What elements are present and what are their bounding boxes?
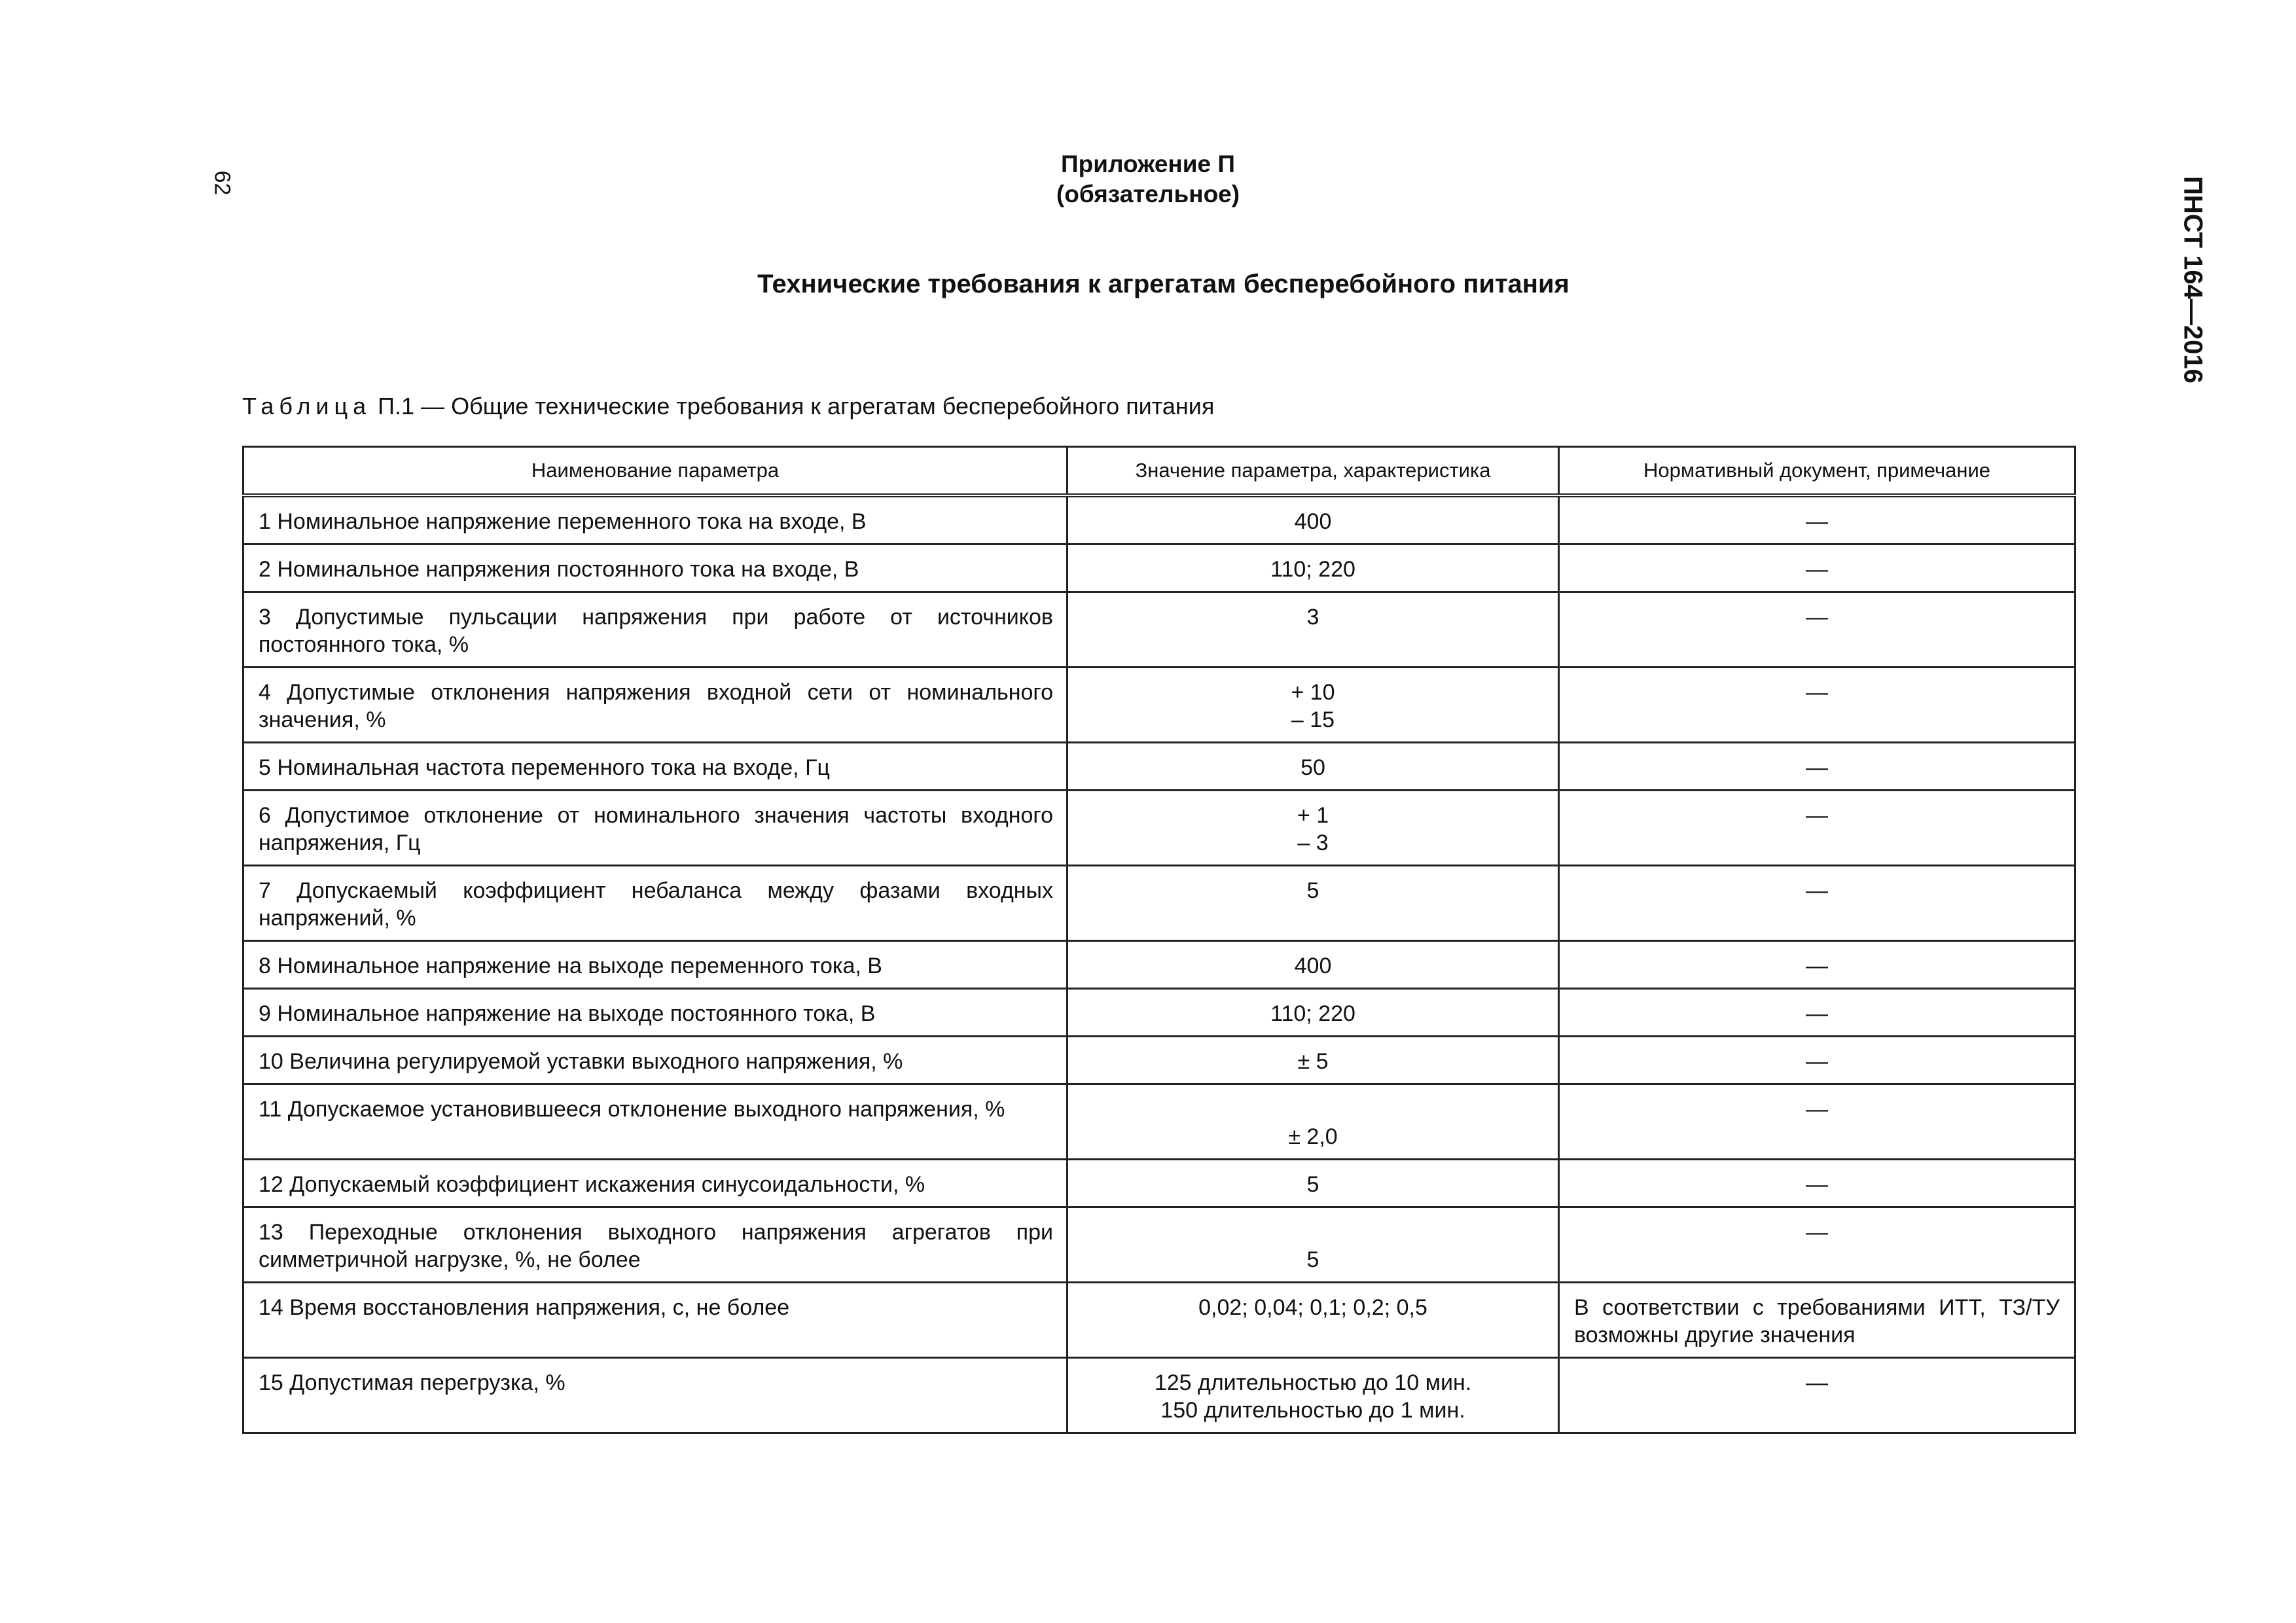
parameter-note [1559,1283,2075,1358]
note-text: — [1806,1097,1828,1122]
note-text: — [1806,680,1828,705]
parameter-note [1559,1160,2075,1207]
table-row [243,941,2075,989]
parameter-name: 8 Номинальное напряжение на выходе переменного тока, В [243,941,1067,989]
document-code: ПНСТ 164—2016 [2178,176,2208,383]
note-text: — [1806,509,1828,534]
parameter-value: 400 [1067,941,1559,989]
table-row [243,592,2075,668]
parameter-value: 0,02; 0,04; 0,1; 0,2; 0,5 [1067,1283,1559,1358]
note-text: — [1806,1220,1828,1245]
parameter-value: 110; 220 [1067,544,1559,592]
parameter-note [1559,866,2075,941]
parameter-value [1067,1358,1559,1433]
table-caption-text: П.1 — Общие технические требования к агрегатам бесперебойного питания [378,393,1215,419]
note-text: В соответствии с требованиями ИТТ, ТЗ/ТУ возможны другие значения [1574,1295,2060,1347]
appendix-heading [0,149,2296,209]
table-row [243,791,2075,866]
value-line-2: 150 длительностью до 1 мин. [1160,1398,1465,1423]
appendix-title: Приложение П [1061,151,1235,177]
table-row [243,743,2075,791]
table-row [243,1283,2075,1358]
parameter-value [1067,1207,1559,1283]
table-row [243,1358,2075,1433]
parameter-note [1559,592,2075,668]
parameter-note [1559,989,2075,1037]
value-line-1: + 1 [1297,803,1329,828]
parameter-value: ± 5 [1067,1037,1559,1084]
parameter-name: 3 Допустимые пульсации напряжения при работе от источников постоянного тока, % [243,592,1067,668]
parameter-value: 5 [1067,1160,1559,1207]
value-line-1: + 10 [1291,680,1335,705]
parameter-name: 7 Допускаемый коэффициент небаланса между фазами входных напряжений, % [243,866,1067,941]
parameter-note [1559,941,2075,989]
parameter-name: 11 Допускаемое установившееся отклонение выходного напряжения, % [243,1084,1067,1160]
parameter-value: 110; 220 [1067,989,1559,1037]
note-text: — [1806,605,1828,630]
parameter-name: 6 Допустимое отклонение от номинального значения частоты входного напряжения, Гц [243,791,1067,866]
appendix-status: (обязательное) [1056,181,1240,207]
parameter-note [1559,495,2075,544]
parameter-name: 4 Допустимые отклонения напряжения входной сети от номинального значения, % [243,668,1067,743]
value-line-1: ± 2,0 [1288,1124,1338,1149]
value-line-2: – 3 [1297,830,1329,855]
table-row [243,866,2075,941]
parameter-name: 15 Допустимая перегрузка, % [243,1358,1067,1433]
table-header-row [243,447,2075,496]
parameter-note [1559,1037,2075,1084]
note-text: — [1806,878,1828,903]
table-row [243,1037,2075,1084]
table-row [243,495,2075,544]
parameter-note [1559,791,2075,866]
parameter-value: 50 [1067,743,1559,791]
parameter-note [1559,1084,2075,1160]
note-text: — [1806,803,1828,828]
parameter-note [1559,668,2075,743]
table-caption-label: Таблица [242,393,372,419]
table-row [243,1084,2075,1160]
parameter-name: 1 Номинальное напряжение переменного тока на входе, В [243,495,1067,544]
parameter-note [1559,1358,2075,1433]
note-text: — [1806,1172,1828,1197]
note-text: — [1806,557,1828,582]
parameter-value: 3 [1067,592,1559,668]
parameters-table [242,446,2076,1434]
value-line-2: – 15 [1291,707,1335,732]
table-row [243,1160,2075,1207]
header-parameter-value: Значение параметра, характеристика [1067,447,1559,496]
parameter-name: 14 Время восстановления напряжения, с, не более [243,1283,1067,1358]
parameter-value [1067,791,1559,866]
note-text: — [1806,1370,1828,1395]
parameter-value [1067,668,1559,743]
table-row [243,668,2075,743]
parameter-name: 12 Допускаемый коэффициент искажения синусоидальности, % [243,1160,1067,1207]
parameter-note [1559,1207,2075,1283]
parameter-value: 400 [1067,495,1559,544]
table-row [243,544,2075,592]
note-text: — [1806,755,1828,780]
table-caption [242,393,1214,420]
parameter-name: 9 Номинальное напряжение на выходе постоянного тока, В [243,989,1067,1037]
parameter-note [1559,743,2075,791]
table-row [243,1207,2075,1283]
table-row [243,989,2075,1037]
parameter-value: 5 [1067,866,1559,941]
header-document-note: Нормативный документ, примечание [1559,447,2075,496]
note-text: — [1806,954,1828,978]
section-title: Технические требования к агрегатам бесперебойного питания [757,270,1570,298]
parameter-name: 2 Номинальное напряжения постоянного тока на входе, В [243,544,1067,592]
value-line-1: 125 длительностью до 10 мин. [1154,1370,1472,1395]
parameter-value [1067,1084,1559,1160]
parameter-note [1559,544,2075,592]
header-parameter-name: Наименование параметра [243,447,1067,496]
page-number: 62 [209,170,235,196]
parameter-name: 5 Номинальная частота переменного тока на входе, Гц [243,743,1067,791]
parameter-name: 13 Переходные отклонения выходного напряжения агрегатов при симметричной нагрузке, %, не более [243,1207,1067,1283]
note-text: — [1806,1049,1828,1074]
note-text: — [1806,1001,1828,1026]
value-line-1: 5 [1306,1247,1319,1272]
parameter-name: 10 Величина регулируемой уставки выходного напряжения, % [243,1037,1067,1084]
